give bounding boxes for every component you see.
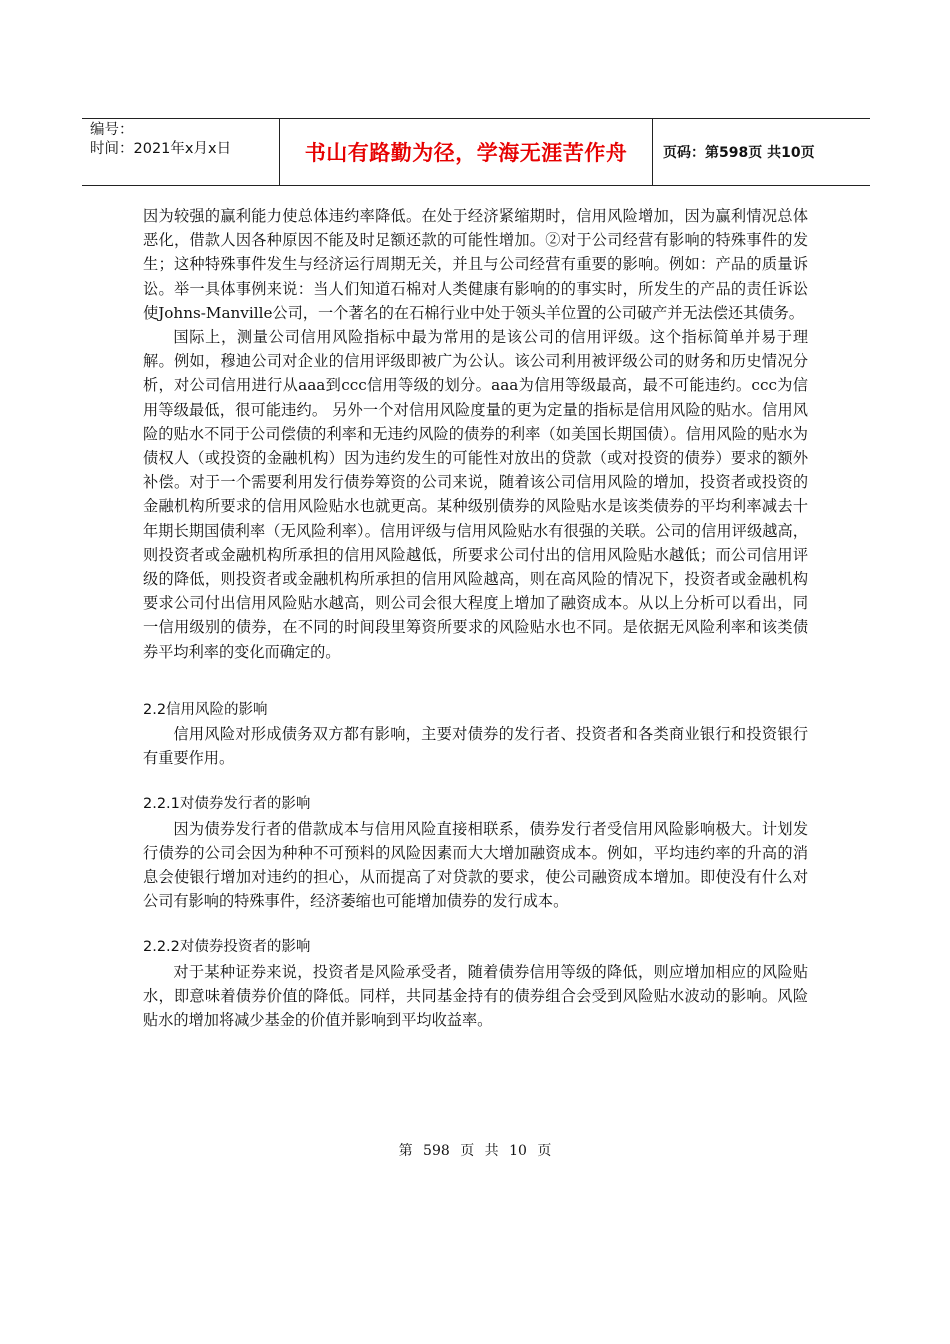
- footer-ye: 页: [460, 1143, 475, 1159]
- header-motto: 书山有路勤为径，学海无涯苦作舟: [280, 119, 653, 185]
- footer-total-pages: 10: [509, 1143, 527, 1159]
- section-heading-2-2: 2.2信用风险的影响: [143, 701, 268, 718]
- paragraph-investor-impact: 对于某种证券来说，投资者是风险承受者，随着债券信用等级的降低，则应增加相应的风险贴水，即意味着债券价值的降低。同样，共同基金持有的债券组合会受到风险贴水波动的影响。风险贴水的增加将减少基金的价值并影响到平均收益率。: [143, 962, 808, 1030]
- paragraph-credit-risk-impact: 信用风险对形成债务双方都有影响，主要对债券的发行者、投资者和各类商业银行和投资银行有重要作用。: [143, 725, 808, 768]
- footer-di: 第: [398, 1143, 413, 1159]
- paragraph-continued: 因为较强的赢利能力使总体违约率降低。在处于经济紧缩期时，信用风险增加，因为赢利情况总体恶化，借款人因各种原因不能及时足额还款的可能性增加。②对于公司经营有影响的特殊事件的发生；这种特殊事件发生与经济运行周期无关，并且与公司经营有重要的影响。例如：产品的质量诉讼。举一具体事例来说：当人们知道石棉对人类健康有影响的的事实时，所发生的产品的责任诉讼使Johns-Manville公司，一个著名的在石棉行业中处于领头羊位置的公司破产并无法偿还其债务。: [143, 207, 808, 322]
- section-heading-2-2-1: 2.2.1对债券发行者的影响: [143, 796, 311, 813]
- page-header: [82, 118, 870, 186]
- page-footer: [0, 1140, 950, 1160]
- document-number-label: 编号：: [90, 122, 134, 138]
- header-meta: [82, 119, 280, 185]
- paragraph-credit-rating: 国际上，测量公司信用风险指标中最为常用的是该公司的信用评级。这个指标简单并易于理解。例如，穆迪公司对企业的信用评级即被广为公认。该公司利用被评级公司的财务和历史情况分析，对公司信用进行从aaa到ccc信用等级的划分。aaa为信用等级最高，最不可能违约。ccc为信用等级最低，很可能违约。 另外一个对信用风险度量的更为定量的指标是信用风险的贴水。信用风险的贴水不同于公司偿债的利率和无违约风险的债券的利率（如美国长期国债）。信用风险的贴水为债权人（或投资的金融机构）因为违约发生的可能性对放出的贷款（或对投资的债券）要求的额外补偿。对于一个需要利用发行债券筹资的公司来说，随着该公司信用风险的增加，投资者或投资的金融机构所要求的信用风险贴水也就更高。某种级别债券的风险贴水是该类债券的平均利率减去十年期长期国债利率（无风险利率）。信用评级与信用风险贴水有很强的关联。公司的信用评级越高，则投资者或金融机构所承担的信用风险越低，所要求公司付出的信用风险贴水越低；而公司信用评级的降低，则投资者或金融机构所承担的信用风险越高，则在高风险的情况下，投资者或金融机构要求公司付出信用风险贴水越高，则公司会很大程度上增加了融资成本。从以上分析可以看出，同一信用级别的债券，在不同的时间段里筹资所要求的风险贴水也不同。是依据无风险利率和该类债券平均利率的变化而确定的。: [143, 328, 808, 661]
- footer-page-number: 598: [423, 1143, 450, 1159]
- document-date: 时间：2021年x月x日: [90, 141, 232, 157]
- header-page-code: 页码：第598页 共10页: [663, 145, 815, 161]
- footer-ye2: 页: [537, 1143, 552, 1159]
- section-heading-2-2-2: 2.2.2对债券投资者的影响: [143, 939, 311, 956]
- paragraph-issuer-impact: 因为债券发行者的借款成本与信用风险直接相联系，债券发行者受信用风险影响极大。计划发行债券的公司会因为种种不可预料的风险因素而大大增加融资成本。例如，平均违约率的升高的消息会使银行增加对违约的担心，从而提高了对贷款的要求，使公司融资成本增加。即使没有什么对公司有影响的特殊事件，经济萎缩也可能增加债券的发行成本。: [143, 819, 808, 911]
- document-body: [143, 204, 808, 1032]
- footer-gong: 共: [484, 1143, 499, 1159]
